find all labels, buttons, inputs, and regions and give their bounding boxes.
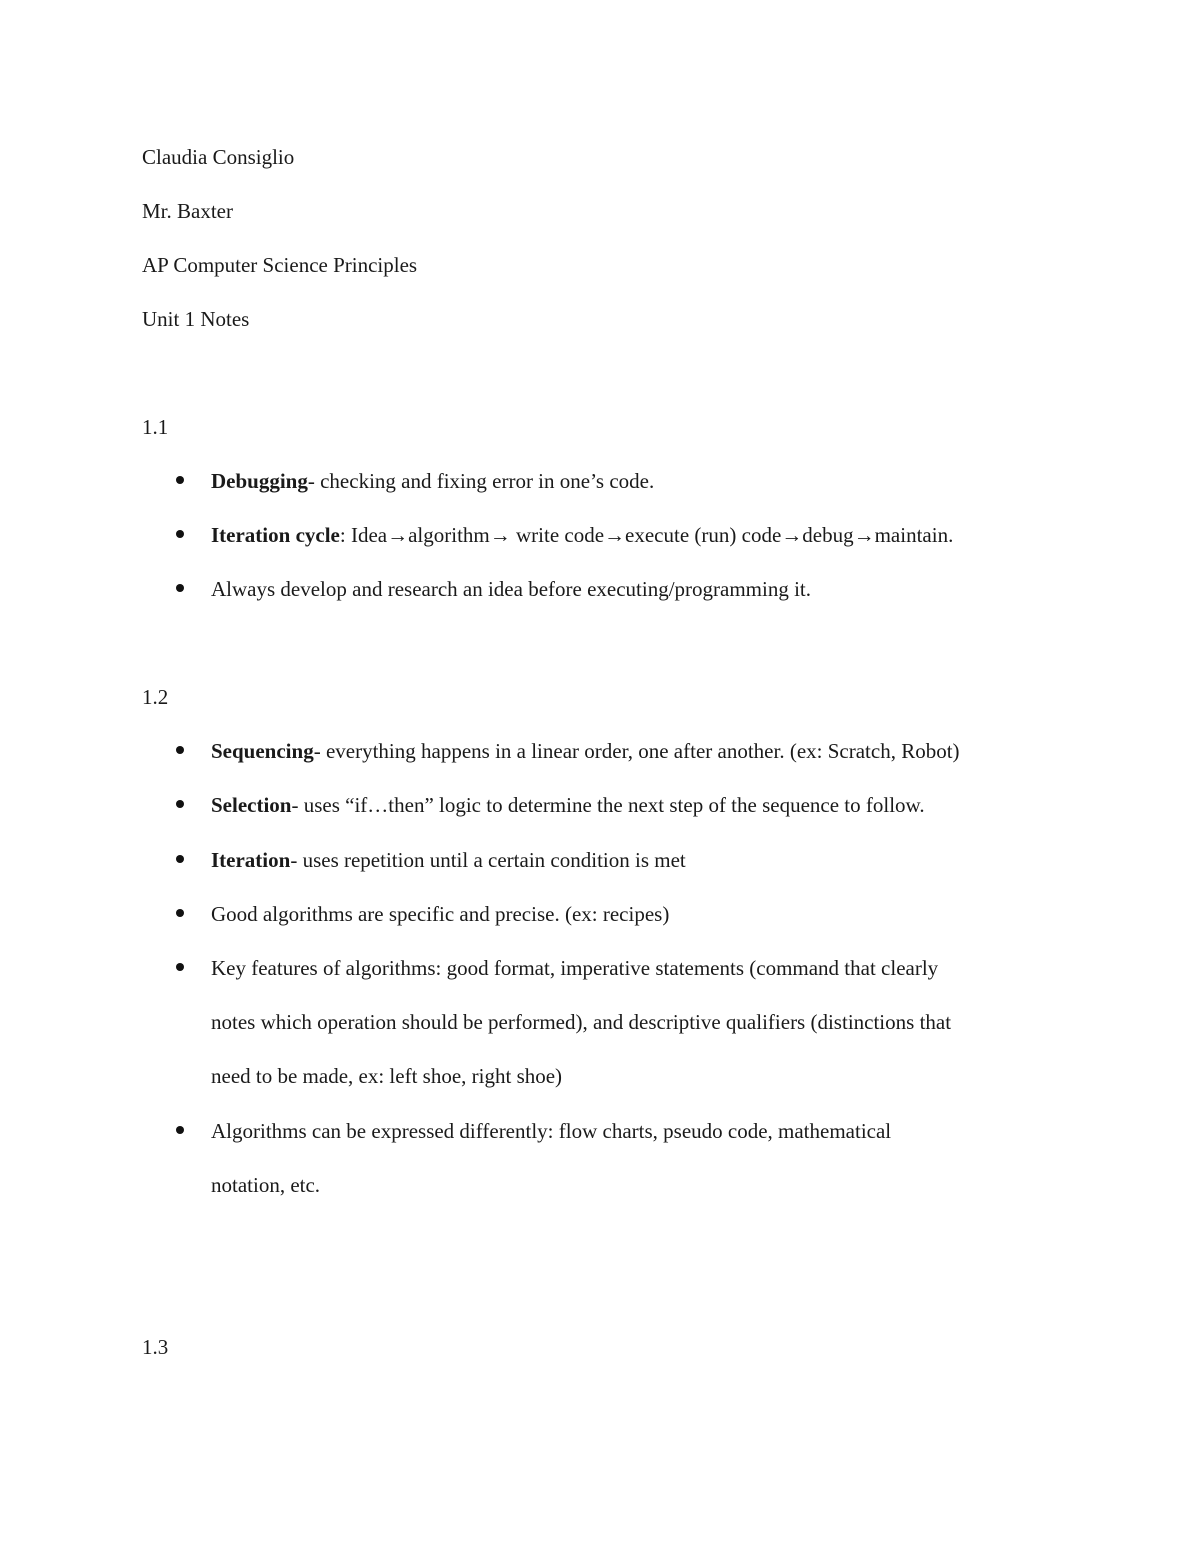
section-heading: 1.3 [142,1335,169,1359]
term: Debugging [211,469,308,493]
bullet-icon [176,746,184,754]
term: Selection [211,793,292,817]
section-heading: 1.1 [142,415,169,439]
list-item [211,793,925,817]
definition: - uses “if…then” logic to determine the next step of the sequence to follow. [291,793,925,817]
teacher-name: Mr. Baxter [142,199,233,223]
document-title: Unit 1 Notes [142,307,250,331]
list-item [211,956,938,980]
definition: - uses repetition until a certain condition is met [290,848,686,872]
definition: : Idea→algorithm→ write code→execute (run) code→debug→maintain. [339,523,954,547]
student-name: Claudia Consiglio [142,145,295,169]
course-name: AP Computer Science Principles [142,253,418,277]
term: Iteration [211,848,291,872]
bullet-icon [176,476,184,484]
definition: Key features of algorithms: good format, imperative statements (command that clearly [211,956,939,980]
bullet-icon [176,963,184,971]
bullet-icon [176,855,184,863]
list-item-continuation: notation, etc. [211,1173,321,1197]
definition: - everything happens in a linear order, one after another. (ex: Scratch, Robot) [313,739,960,763]
list-item [211,469,654,493]
bullet-icon [176,909,184,917]
definition: Algorithms can be expressed differently: flow charts, pseudo code, mathematical [211,1119,892,1143]
section-heading: 1.2 [142,685,169,709]
list-item [211,577,811,601]
bullet-icon [176,584,184,592]
list-item [211,902,669,926]
bullet-icon [176,800,184,808]
definition: - checking and fixing error in one’s code. [307,469,655,493]
list-item [211,523,953,547]
definition: Always develop and research an idea before executing/programming it. [211,577,812,601]
definition: Good algorithms are specific and precise. (ex: recipes) [211,902,670,926]
list-item [211,739,960,763]
list-item [211,848,686,872]
list-item [211,1119,891,1143]
term: Iteration cycle [211,523,340,547]
bullet-icon [176,530,184,538]
list-item-continuation: notes which operation should be performed), and descriptive qualifiers (distinctions that [211,1010,952,1034]
list-item-continuation: need to be made, ex: left shoe, right shoe) [211,1064,563,1088]
bullet-icon [176,1126,184,1134]
term: Sequencing [211,739,314,763]
